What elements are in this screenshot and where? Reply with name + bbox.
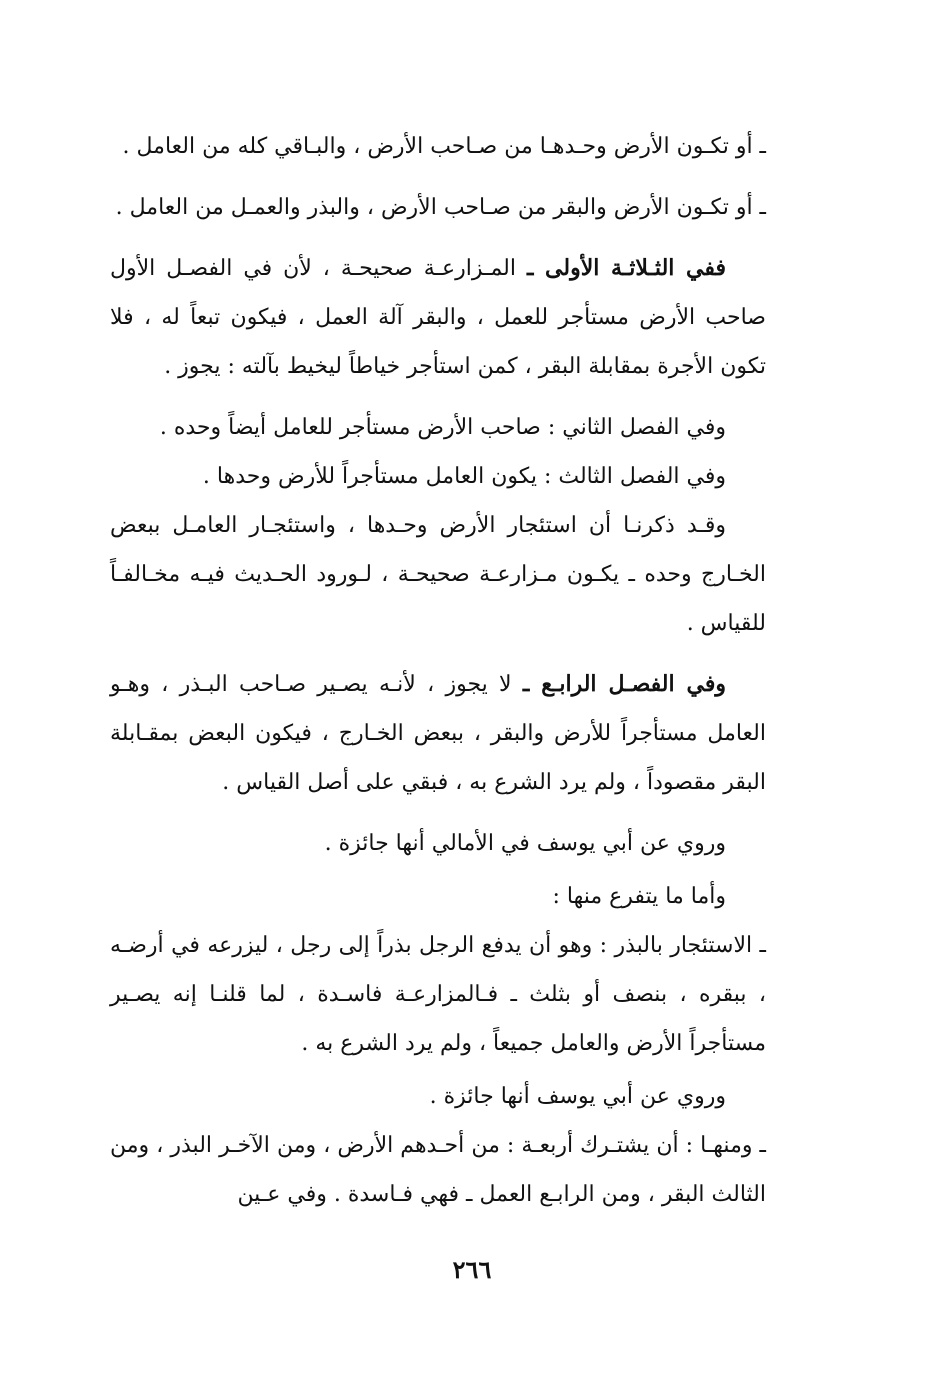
section-heading: ففي الثـلاثـة الأولى ـ [526, 255, 726, 281]
paragraph-9: وأما ما يتفرع منها : [552, 884, 726, 909]
paragraph-1: ـ أو تكـون الأرض وحـدهـا من صـاحب الأرض ، والبـاقي كله من العامل . [122, 134, 766, 159]
paragraph-7: وفي الفصـل الرابـع ـ لا يجوز ، لأنـه يصـير صـاحب البـذر ، وهـو العامل مستأجراً للأرض والبقر ، ببعض الخـارج ، فيكون البعض بمقـابلة البقر مقصوداً ، ولم يرد الشرع به ، فبقي على أصل القياس . [110, 671, 766, 795]
paragraph-8: وروي عن أبي يوسف في الأمالي أنها جائزة . [324, 831, 726, 856]
paragraph-2: ـ أو تكـون الأرض والبقر من صـاحب الأرض ، والبذر والعمـل من العامل . [115, 195, 766, 220]
section-heading: وفي الفصـل الرابـع ـ [522, 671, 726, 697]
page-number: ٢٦٦ [452, 1255, 492, 1284]
paragraph-4: وفي الفصل الثاني : صاحب الأرض مستأجر للعامل أيضاً وحده . [159, 415, 726, 440]
paragraph-3: ففي الثـلاثـة الأولى ـ المـزارعـة صحيحـة ، لأن في الفصـل الأول صاحب الأرض مستأجر للعمل ، والبقر آلة العمل ، فيكون تبعاً له ، فلا تكون الأجرة بمقابلة البقر ، كمن استأجر خياطاً ليخيط بآلته : يجوز . [110, 255, 766, 379]
page-body [110, 122, 766, 1219]
paragraph-11: وروي عن أبي يوسف أنها جائزة . [429, 1084, 726, 1109]
paragraph-10: ـ الاستئجار بالبذر : وهو أن يدفع الرجل بذراً إلى رجل ، ليزرعه في أرضـه ، ببقره ، بنصف أو بثلث ـ فـالمزارعـة فاسـدة ، لما قلنـا إنه يصـير مستأجراً الأرض والعامل جميعاً ، ولم يرد الشرع به . [110, 933, 766, 1056]
paragraph-12: ـ ومنهـا : أن يشتـرك أربعـة : من أحـدهم الأرض ، ومن الآخـر البذر ، ومن الثالث البقر ، ومن الرابـع العمل ـ فهي فـاسدة . وفي عـين [110, 1133, 766, 1207]
paragraph-5: وفي الفصل الثالث : يكون العامل مستأجراً للأرض وحدها . [202, 464, 726, 489]
paragraph-6: وقـد ذكرنـا أن استئجار الأرض وحـدها ، واستئجـار العامـل ببعض الخـارج وحده ـ يكـون مـزارعـة صحيحـة ، لـورود الحـديث فيـه مخـالفـاً للقياس . [110, 513, 766, 636]
